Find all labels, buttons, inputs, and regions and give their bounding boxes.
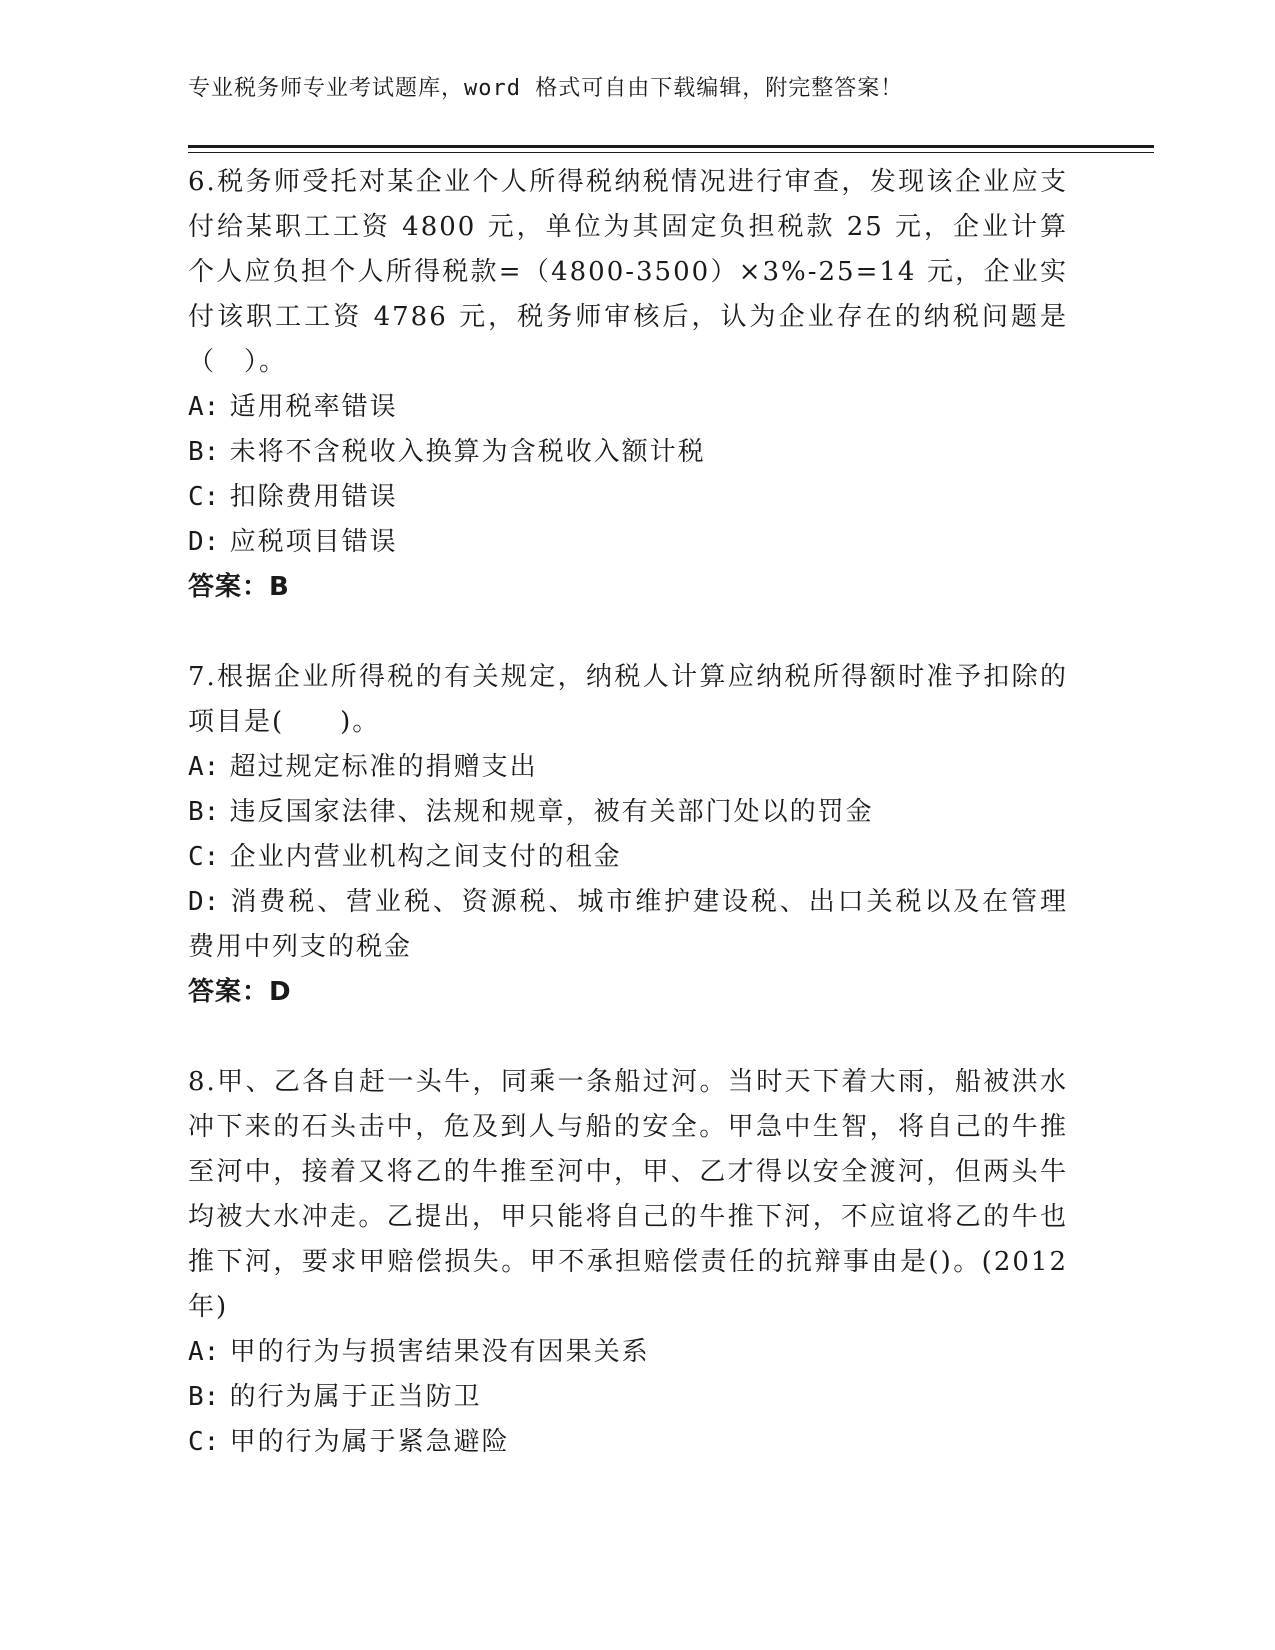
answer-label: 答案：D xyxy=(188,977,292,1007)
option-text: 超过规定标准的捐赠支出 xyxy=(229,752,538,782)
option-letter: A: xyxy=(188,752,220,782)
option-a xyxy=(188,1330,1068,1375)
header-rule-thick xyxy=(188,145,1154,148)
option-text: 扣除费用错误 xyxy=(229,482,398,512)
option-text: 甲的行为属于紧急避险 xyxy=(229,1427,510,1457)
option-c xyxy=(188,1420,1068,1465)
option-letter: A: xyxy=(188,1337,220,1367)
option-c xyxy=(188,835,1068,880)
option-text: 应税项目错误 xyxy=(229,527,398,557)
option-text: 的行为属于正当防卫 xyxy=(229,1382,482,1412)
option-letter: C: xyxy=(188,482,220,512)
option-d xyxy=(188,880,1068,970)
option-letter: C: xyxy=(188,842,220,872)
option-a xyxy=(188,745,1068,790)
question-text: 8.甲、乙各自赶一头牛，同乘一条船过河。当时天下着大雨，船被洪水冲下来的石头击中，危及到人与船的安全。甲急中生智，将自己的牛推至河中，接着又将乙的牛推至河中，甲、乙才得以安全渡河，但两头牛均被大水冲走。乙提出，甲只能将自己的牛推下河，不应谊将乙的牛也推下河，要求甲赔偿损失。甲不承担赔偿责任的抗辩事由是()。(2012 年) xyxy=(188,1067,1068,1322)
option-letter: B: xyxy=(188,437,220,467)
option-letter: B: xyxy=(188,797,220,827)
option-text: 企业内营业机构之间支付的租金 xyxy=(229,842,622,872)
option-b xyxy=(188,430,1068,475)
header-rule-thin xyxy=(188,152,1154,153)
option-letter: C: xyxy=(188,1427,220,1457)
option-b xyxy=(188,790,1068,835)
option-letter: D: xyxy=(188,887,220,917)
option-letter: B: xyxy=(188,1382,220,1412)
question-6 xyxy=(188,160,1068,610)
option-text: 违反国家法律、法规和规章，被有关部门处以的罚金 xyxy=(229,797,874,827)
page-header: 专业税务师专业考试题库，word 格式可自由下载编辑，附完整答案！ xyxy=(188,76,904,101)
option-d xyxy=(188,520,1068,565)
option-letter: D: xyxy=(188,527,220,557)
question-7 xyxy=(188,655,1068,1015)
option-text: 消费税、营业税、资源税、城市维护建设税、出口关税以及在管理费用中列支的税金 xyxy=(188,887,1068,962)
option-c xyxy=(188,475,1068,520)
option-letter: A: xyxy=(188,392,220,422)
option-text: 甲的行为与损害结果没有因果关系 xyxy=(229,1337,650,1367)
option-a xyxy=(188,385,1068,430)
option-text: 适用税率错误 xyxy=(229,392,398,422)
option-b xyxy=(188,1375,1068,1420)
question-list xyxy=(188,160,1068,1510)
option-text: 未将不含税收入换算为含税收入额计税 xyxy=(229,437,706,467)
question-text: 6.税务师受托对某企业个人所得税纳税情况进行审查，发现该企业应支付给某职工工资 4800 元，单位为其固定负担税款 25 元，企业计算个人应负担个人所得税款=（4800-3500）×3%-25=14 元，企业实付该职工工资 4786 元，税务师审核后，认为企业存在的纳税问题是（ ）。 xyxy=(188,167,1068,377)
question-8 xyxy=(188,1060,1068,1465)
answer-label: 答案：B xyxy=(188,572,290,602)
question-text: 7.根据企业所得税的有关规定，纳税人计算应纳税所得额时准予扣除的项目是( )。 xyxy=(188,662,1068,737)
